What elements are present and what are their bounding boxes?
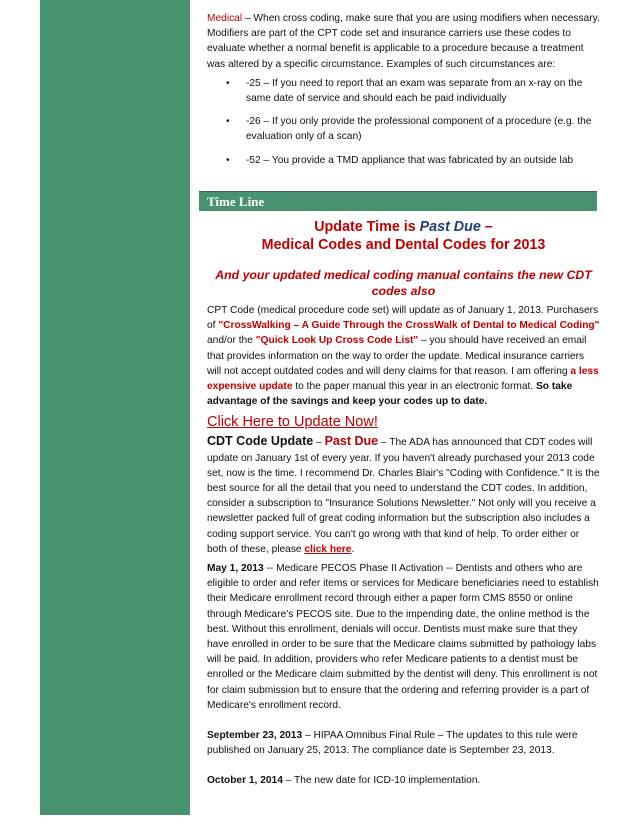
click-here-link[interactable]: click here <box>304 543 352 555</box>
list-item: • -25 – If you need to report that an exam was separate from an x-ray on the same date of service and should each be paid individually <box>226 77 583 105</box>
time-line-section <box>207 218 600 789</box>
time-line-header-bar <box>199 191 597 211</box>
bullet-icon: • <box>226 116 230 128</box>
may-date: May 1, 2013 <box>207 563 264 575</box>
cdt-paragraph: CDT Code Update – Past Due – The ADA has announced that CDT codes will update on January 1st of every year. If you haven't already purchased your 2013 code set, now is the time. I recommend Dr. Charles Blair's "Coding with Confidence." It is the best source for all the detail that you need to understand the CDT codes. In addition, consider a subscription to "Insurance Solutions Newsletter." Not only will you receive a newsletter packed full of great coding information but the subscription also includes a coding support service. You can't go wrong with that kind of help. To order either or both of these, please click here. <box>207 434 600 555</box>
crosswalking-link[interactable]: "CrossWalking – A Guide Through the CrossWalk of Dental to Medical Coding" <box>218 320 600 332</box>
subheadline: And your updated medical coding manual contains the new CDT codes also <box>215 268 592 298</box>
past-due-label: Past Due <box>324 434 379 449</box>
cpt-paragraph: CPT Code (medical procedure code set) will update as of January 1, 2013. Purchasers of "CrossWalking – A Guide Through the CrossWalk of Dental to Medical Coding" and/or the "Quick Look Up Cross Code List" – you should have received an email that provides information on the way to order the update. Medical insurance carriers will not accept outdated codes and will deny claims for that reason. I am offering a less expensive update to the paper manual this year in an electronic format. So take advantage of the savings and keep your codes up to date. <box>207 305 600 408</box>
list-item: • -52 – You provide a TMD appliance that was fabricated by an outside lab <box>207 153 600 168</box>
list-item: • -26 – If you only provide the professional component of a procedure (e.g. the evaluation only of a scan) <box>226 116 592 143</box>
less-expensive-update-link[interactable]: a less expensive update <box>207 365 599 393</box>
medical-label: Medical <box>207 13 243 24</box>
bullet-icon: • <box>226 77 230 89</box>
bullet-icon: • <box>226 154 230 166</box>
section-title: Time Line <box>207 194 265 209</box>
october-date: October 1, 2014 <box>207 775 283 787</box>
headline: Update Time is Past Due – Medical Codes and Dental Codes for 2013 <box>261 219 546 253</box>
green-sidebar <box>40 0 190 815</box>
may-paragraph: May 1, 2013 -- Medicare PECOS Phase II Activation -- Dentists and others who are eligible to order and refer items or services for Medicare beneficiaries need to establish their Medicare enrollment record through either a paper form CMS 8550 or online through Medicare's PECOS site. Due to the impending date, the online method is the best. Without this enrollment, denials will occur. Dentists must make sure that they have enrolled in order to be sure that the Medicare claims submitted by pathology labs will be paid. In addition, providers who refer Medicare patients to a dentist must be enrolled or the Medicare claim submitted by the dentist will deny. This enrollment is not for claim submission but to ensure that the ordering and referring provider is a part of Medicare's enrollment record. <box>207 563 599 711</box>
cdt-label: CDT Code Update <box>207 434 314 449</box>
quick-lookup-link[interactable]: "Quick Look Up Cross Code List" <box>255 335 419 347</box>
september-date: September 23, 2013 <box>207 730 303 742</box>
click-here-update-link[interactable]: Click Here to Update Now! <box>207 414 378 431</box>
modifier-list <box>207 76 600 168</box>
october-paragraph: October 1, 2014 – The new date for ICD-10 implementation. <box>207 775 481 787</box>
medical-paragraph: Medical – When cross coding, make sure that you are using modifiers when necessary. Modifiers are part of the CPT code set and insurance carriers use these codes to evaluate whether a normal benefit is applicable to a procedure because a treatment was altered by a specific circumstance. Examples of such circumstances are: <box>207 13 600 70</box>
september-paragraph: September 23, 2013 – HIPAA Omnibus Final Rule – The updates to this rule were published on January 25, 2013. The compliance date is September 23, 2013. <box>207 730 578 757</box>
medical-section <box>207 11 600 176</box>
